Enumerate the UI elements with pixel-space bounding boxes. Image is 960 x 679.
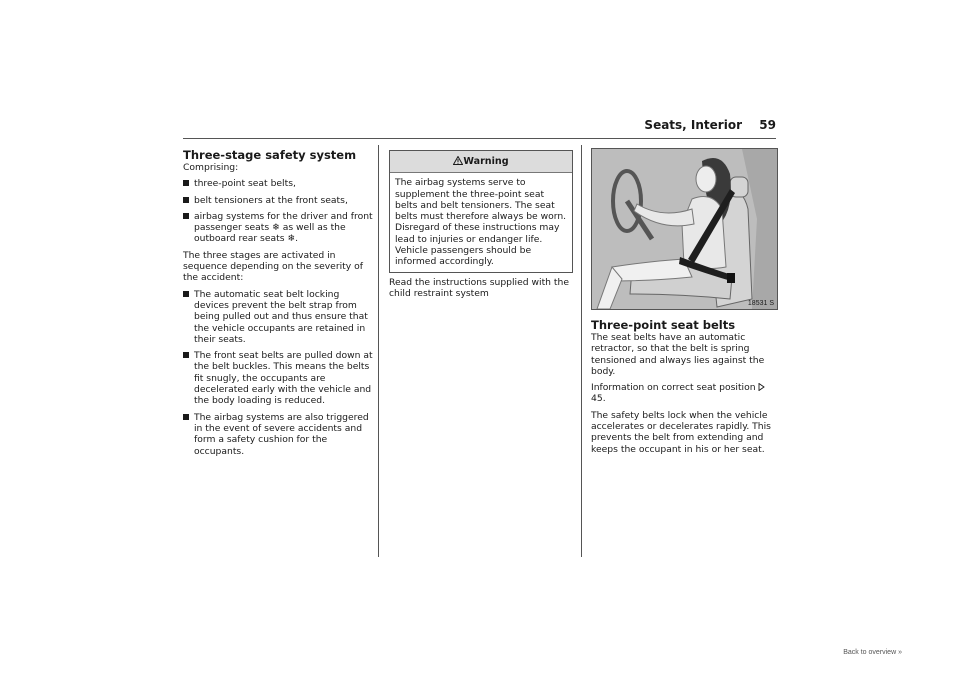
warning-box <box>389 150 573 273</box>
bullet-square-icon <box>183 180 189 186</box>
column-divider-1 <box>378 145 379 557</box>
bullet-square-icon <box>183 414 189 420</box>
warning-title: Warning <box>463 156 509 167</box>
image-caption: 18531 S <box>747 300 774 307</box>
retractor-text: The seat belts have an automatic retractor, so that the belt is spring tensioned and always lies against the body. <box>591 332 765 377</box>
page-reference-arrow-icon <box>758 382 765 393</box>
back-to-overview-link[interactable]: Back to overview » <box>843 649 902 656</box>
seat-position-text: Information on correct seat position 45. <box>591 382 778 405</box>
seatbelt-illustration <box>591 148 778 310</box>
list-item: The automatic seat belt locking devices prevent the belt strap from being pulled out and thus ensure that the vehicle occupants are retained in their seats. <box>183 289 373 345</box>
list-item: The front seat belts are pulled down at the belt buckles. This means the belts fit snugly, the occupants are decelerated early with the vehicle and the body loading is reduced. <box>183 350 373 406</box>
sequence-text: The three stages are activated in sequence depending on the severity of the accident: <box>183 249 363 284</box>
warning-header <box>390 151 572 173</box>
list-item: belt tensioners at the front seats, <box>183 195 373 206</box>
double-arrow-right-icon: » <box>898 649 902 656</box>
bullet-square-icon <box>183 197 189 203</box>
page-header <box>183 118 776 139</box>
list-item: airbag systems for the driver and front passenger seats ❄ as well as the outboard rear seats ❄. <box>183 211 373 245</box>
page-number: 59 <box>759 118 776 132</box>
stages-list <box>183 289 373 457</box>
bullet-square-icon <box>183 352 189 358</box>
child-restraint-text: Read the instructions supplied with the child restraint system <box>389 276 569 299</box>
column-left <box>183 148 373 462</box>
column-right <box>591 318 778 460</box>
option-star-icon: ❄ <box>287 233 296 245</box>
three-point-heading: Three-point seat belts <box>591 318 736 332</box>
list-item: The airbag systems are also triggered in the event of severe accidents and form a safety cushion for the occupants. <box>183 412 373 457</box>
warning-text: The airbag systems serve to supplement the three-point seat belts and belt tensioners. The seat belts must therefore always be worn. Disregard of these instructions may lead to injuries or endanger life. Vehicle passengers should be informed accordingly. <box>395 177 567 268</box>
bullet-square-icon <box>183 213 189 219</box>
column-middle <box>389 150 573 304</box>
components-list <box>183 178 373 244</box>
lock-text: The safety belts lock when the vehicle accelerates or decelerates rapidly. This prevents the belt from extending and keeps the occupant in his or her seat. <box>591 409 771 455</box>
list-item: three-point seat belts, <box>183 178 373 189</box>
intro-text: Comprising: <box>183 162 239 173</box>
bullet-square-icon <box>183 291 189 297</box>
warning-triangle-icon <box>453 156 463 167</box>
page-reference-link[interactable]: 45. <box>591 393 606 405</box>
column-divider-2 <box>581 145 582 557</box>
three-stage-heading: Three-stage safety system <box>183 148 357 162</box>
option-star-icon: ❄ <box>272 222 280 234</box>
section-title: Seats, Interior <box>644 118 742 132</box>
